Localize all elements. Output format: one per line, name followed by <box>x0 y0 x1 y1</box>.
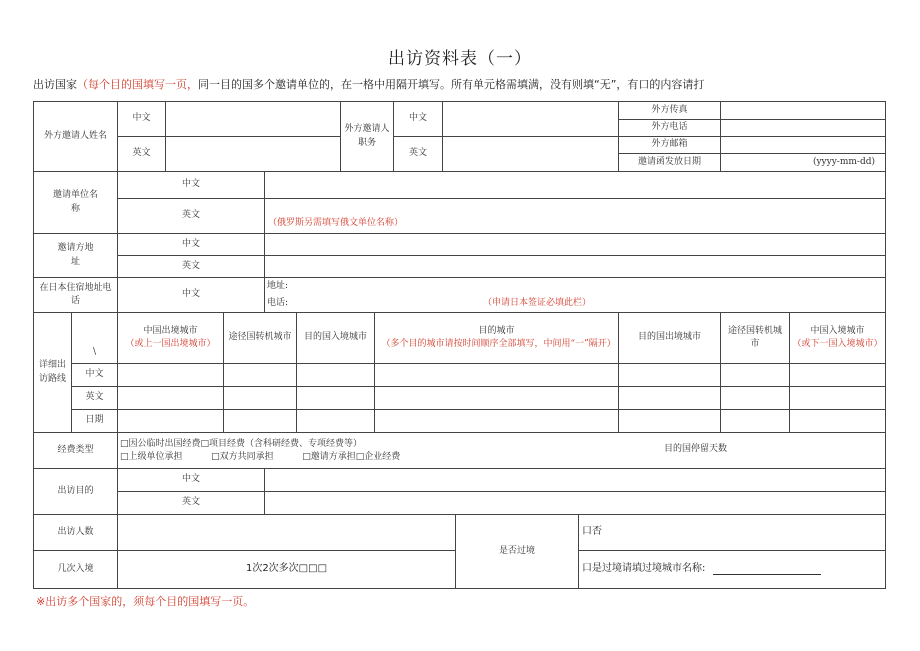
label-visitors: 出访人数 <box>33 514 118 551</box>
label-purpose-en: 英文 <box>117 491 265 515</box>
route-cell[interactable] <box>296 363 375 387</box>
japan-contact-field[interactable] <box>264 277 886 313</box>
footer-note: ※出访多个国家的，须每个目的国填写一页。 <box>36 595 255 608</box>
label-address-en: 英文 <box>117 255 265 278</box>
issue-date-field[interactable] <box>720 153 886 172</box>
header-dest-city: 目的城市 （多个目的城市请按时间顺序全部填写，中间用“一”隔开） <box>374 312 619 364</box>
route-cell[interactable] <box>374 386 619 410</box>
inviting-unit-cn-field[interactable] <box>264 171 886 199</box>
instruction-red-note: （每个目的国填写一页， <box>77 78 198 91</box>
funding-options-line-2[interactable]: □上级单位承担 □双方共同承担 □邀请方承担□企业经费 <box>120 452 401 463</box>
route-cell[interactable] <box>223 363 297 387</box>
inviter-position-cn-field[interactable] <box>442 101 619 137</box>
route-cell[interactable] <box>374 409 619 433</box>
phone-field[interactable] <box>720 119 886 137</box>
route-cell[interactable] <box>618 409 721 433</box>
label-stay-days: 目的国停留天数 <box>664 444 728 454</box>
inviter-address-cn-field[interactable] <box>264 233 886 256</box>
route-cell[interactable] <box>296 409 375 433</box>
instruction-lead: 出访国家 <box>33 78 77 91</box>
inviter-address-en-field[interactable] <box>264 255 886 278</box>
label-fax: 外方传真 <box>618 101 721 120</box>
label-route-cn: 中文 <box>71 363 118 387</box>
instruction-rest: 同一目的国多个邀请单位的，在一格中用隔开填写。所有单元格需填满，没有则填“无”，有口的内容请打 <box>198 78 705 91</box>
fax-field[interactable] <box>720 101 886 120</box>
label-route-en: 英文 <box>71 386 118 410</box>
russia-note: （俄罗斯另需填写俄文单位名称） <box>268 217 404 228</box>
header-cn-entry: 中国入境城市 （或下一国入境城市） <box>789 312 886 364</box>
route-cell[interactable] <box>789 363 886 387</box>
label-unit-en: 英文 <box>117 198 265 234</box>
label-purpose: 出访目的 <box>33 468 118 515</box>
date-format-hint: (yyyy-mm-dd) <box>812 156 875 167</box>
label-position-cn: 中文 <box>393 101 443 137</box>
transit-yes-option[interactable]: 口是过境请填过境城市名称: <box>578 550 886 589</box>
label-inviter-address: 邀请方地址 <box>33 233 118 278</box>
transit-no-option[interactable]: 口否 <box>578 514 886 551</box>
label-inviter-name: 外方邀请人姓名 <box>33 101 118 172</box>
inviter-name-cn-field[interactable] <box>165 101 341 137</box>
route-cell[interactable] <box>223 409 297 433</box>
page-title: 出访资料表（一） <box>388 49 532 69</box>
label-route-date: 日期 <box>71 409 118 433</box>
label-inviter-name-en: 英文 <box>117 136 166 172</box>
inviter-position-en-field[interactable] <box>442 136 619 172</box>
route-cell[interactable] <box>618 386 721 410</box>
label-issue-date: 邀请函发放日期 <box>618 153 721 172</box>
label-address-cn: 中文 <box>117 233 265 256</box>
route-cell[interactable] <box>117 363 224 387</box>
route-cell[interactable] <box>720 386 790 410</box>
japan-note: （申请日本签证必填此栏） <box>483 298 592 308</box>
label-funding: 经费类型 <box>33 432 118 469</box>
route-cell[interactable] <box>720 363 790 387</box>
route-cell[interactable] <box>789 409 886 433</box>
funding-options[interactable] <box>117 432 886 469</box>
entries-options[interactable]: 1次2次多次□□□ <box>117 550 456 589</box>
header-dest-entry: 目的国入境城市 <box>296 312 375 364</box>
label-entries: 几次入境 <box>33 550 118 589</box>
label-japan-phone: 电话: <box>267 298 289 308</box>
inviter-name-en-field[interactable] <box>165 136 341 172</box>
header-cn-exit: 中国出境城市 （或上一国出境城市） <box>117 312 224 364</box>
route-corner-cell: \ <box>71 312 118 364</box>
instruction-text <box>33 76 704 92</box>
label-transit: 是否过境 <box>455 514 579 589</box>
visit-form-table <box>33 101 886 589</box>
label-unit-cn: 中文 <box>117 171 265 199</box>
label-phone: 外方电话 <box>618 119 721 137</box>
transit-city-input[interactable] <box>713 564 821 575</box>
header-transit-1: 途径国转机城市 <box>223 312 297 364</box>
label-purpose-cn: 中文 <box>117 468 265 492</box>
route-cell[interactable] <box>720 409 790 433</box>
purpose-en-field[interactable] <box>264 491 886 515</box>
route-cell[interactable] <box>618 363 721 387</box>
purpose-cn-field[interactable] <box>264 468 886 492</box>
label-email: 外方邮箱 <box>618 136 721 154</box>
route-cell[interactable] <box>296 386 375 410</box>
inviting-unit-en-field[interactable] <box>264 198 886 234</box>
label-inviting-unit: 邀请单位名称 <box>33 171 118 234</box>
label-japan-contact: 在日本住宿地址电话 <box>33 277 118 313</box>
email-field[interactable] <box>720 136 886 154</box>
route-cell[interactable] <box>374 363 619 387</box>
route-cell[interactable] <box>117 409 224 433</box>
route-cell[interactable] <box>789 386 886 410</box>
funding-options-line-1[interactable]: □因公临时出国经费□项目经费（含科研经费、专项经费等） <box>120 439 363 449</box>
label-inviter-name-cn: 中文 <box>117 101 166 137</box>
route-cell[interactable] <box>223 386 297 410</box>
label-position-en: 英文 <box>393 136 443 172</box>
label-inviter-position: 外方邀请人职务 <box>340 101 394 172</box>
header-transit-2: 途径国转机城市 <box>720 312 790 364</box>
visitors-field[interactable] <box>117 514 456 551</box>
label-route: 详细出访路线 <box>33 312 72 433</box>
label-japan-address: 地址: <box>267 281 289 291</box>
header-dest-exit: 目的国出境城市 <box>618 312 721 364</box>
route-cell[interactable] <box>117 386 224 410</box>
label-japan-cn: 中文 <box>117 277 265 313</box>
